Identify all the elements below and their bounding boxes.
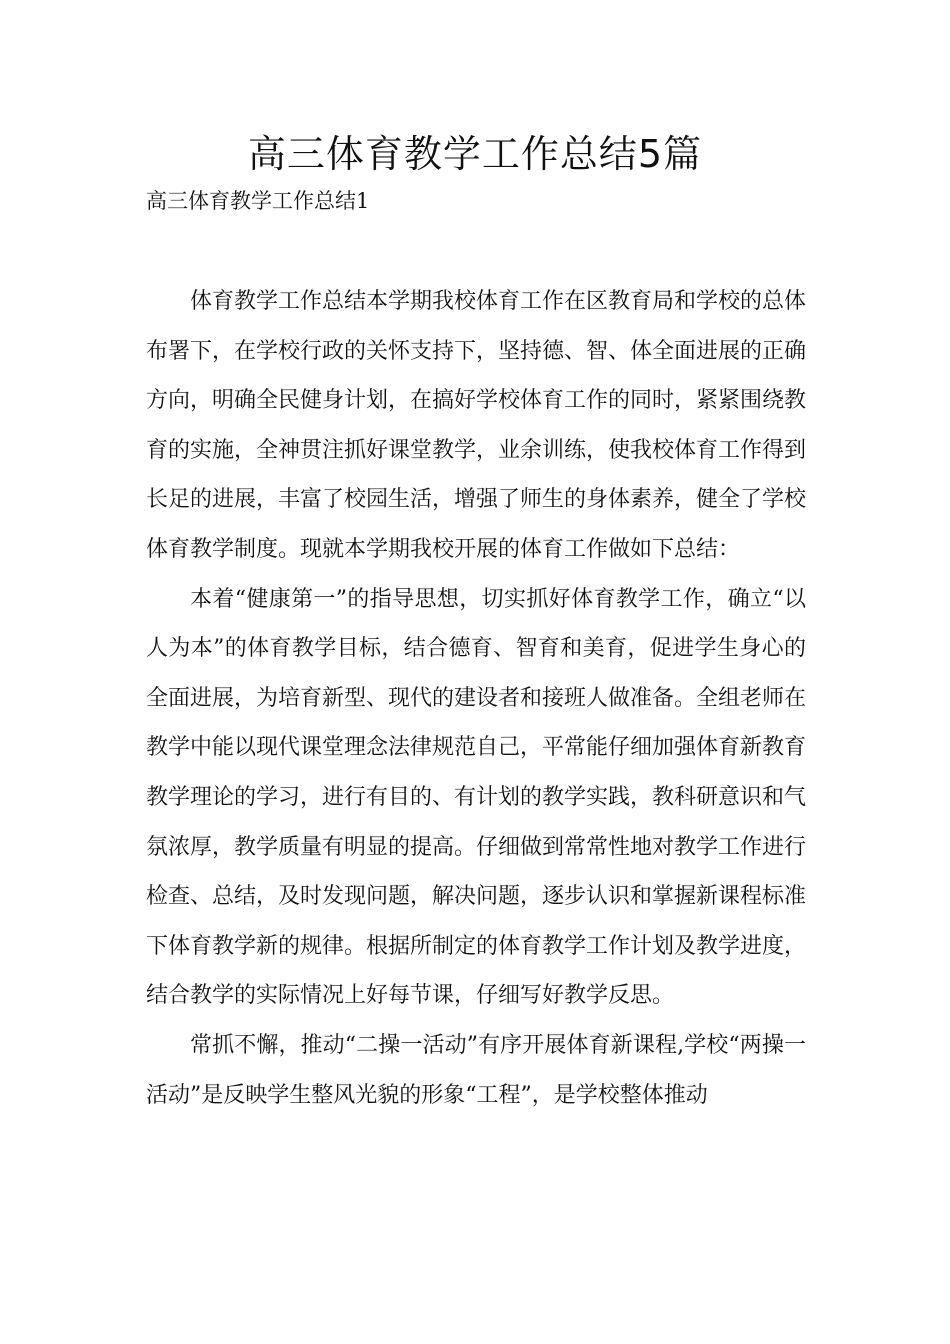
paragraph: 常抓不懈，推动“二操一活动”有序开展体育新课程,学校“两操一活动”是反映学生整风光貌的形象“工程”，是学校整体推动 (146, 1032, 806, 1108)
paragraph: 本着“健康第一”的指导思想，切实抓好体育教学工作，确立“以人为本”的体育教学目标，结合德育、智育和美育，促进学生身心的全面进展，为培育新型、现代的建设者和接班人做准备。全组老师在教学中能以现代课堂理念法律规范自己，平常能仔细加强体育新教育教学理论的学习，进行有目的、有计划的教学实践，教科研意识和气氛浓厚，教学质量有明显的提高。仔细做到常常性地对教学工作进行检查、总结，及时发现问题，解决问题，逐步认识和掌握新课程标准下体育教学新的规律。根据所制定的体育教学工作计划及教学进度，结合教学的实际情况上好每节课，仔细写好教学反思。 (146, 586, 807, 1009)
section-heading: 高三体育教学工作总结1 (146, 189, 370, 213)
document-body (146, 277, 806, 1120)
paragraph: 体育教学工作总结本学期我校体育工作在区教育局和学校的总体布署下，在学校行政的关怀支持下，坚持德、智、体全面进展的正确方向，明确全民健身计划，在搞好学校体育工作的同时，紧紧围绕教育的实施，全神贯注抓好课堂教学，业余训练，使我校体育工作得到长足的进展，丰富了校园生活，增强了师生的身体素养，健全了学校体育教学制度。现就本学期我校开展的体育工作做如下总结： (146, 289, 807, 562)
document-title: 高三体育教学工作总结5篇 (247, 132, 703, 176)
